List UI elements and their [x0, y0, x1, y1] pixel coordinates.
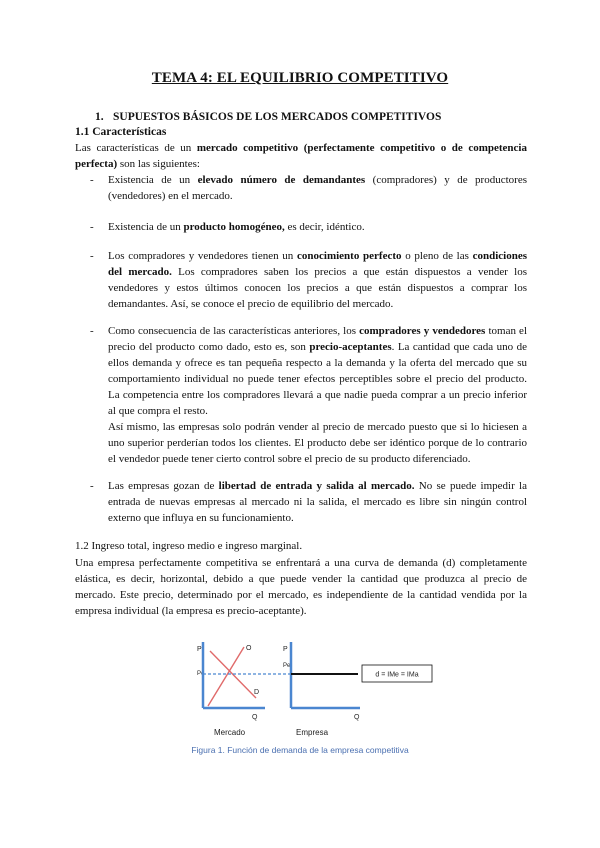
subsection-heading-1-2: 1.2 Ingreso total, ingreso medio e ingreso marginal.	[75, 540, 303, 552]
section-heading-1	[95, 111, 441, 123]
firm-demand-label: d = IMe = IMa	[375, 671, 419, 679]
bullet-text: Los compradores y vendedores tienen un conocimiento perfecto o pleno de las condiciones del mercado. Los compradores saben los precios a que están dispuestos a vender los vendedores y estos últimos conocen los precios a que están dispuestos a comprar los demandantes. Así, se conoce el precio de equilibrio del mercado.	[108, 250, 527, 310]
left-p-label: P	[197, 646, 202, 653]
bullet-text: Las empresas gozan de libertad de entrada y salida al mercado. No se puede impedir la entrada de nuevas empresas al mercado ni la salida, el mercado es libre sin ningún control externo que influya en su funcionamiento.	[108, 480, 527, 524]
intro-text-bold: mercado competitivo (perfectamente competitivo o de competencia perfecta)	[75, 142, 527, 170]
bullet-item-2	[90, 219, 527, 235]
bullet-dash: -	[90, 480, 94, 492]
bullet-item-3	[90, 248, 527, 312]
supply-label: O	[246, 645, 252, 652]
bullet-dash: -	[90, 325, 94, 337]
bullet-item-5	[90, 478, 527, 526]
subsection-heading-1-1: 1.1 Características	[75, 126, 167, 138]
demand-figure	[170, 628, 440, 743]
right-panel-name: Empresa	[296, 728, 329, 737]
supply-curve	[208, 647, 244, 706]
section-title: SUPUESTOS BÁSICOS DE LOS MERCADOS COMPETITIVOS	[113, 111, 442, 123]
demand-paragraph: Una empresa perfectamente competitiva se enfrentará a una curva de demanda (d) completamente elástica, es decir, horizontal, debido a que puede vender la cantidad que produzca al precio de mercado. Este precio, determinado por el mercado, es independiente de la cantidad vendida por la empresa individual (la empresa es precio-aceptante).	[75, 557, 527, 617]
left-panel-name: Mercado	[214, 728, 246, 737]
intro-text-c: son las siguientes:	[117, 158, 200, 170]
page-title: TEMA 4: EL EQUILIBRIO COMPETITIVO	[151, 70, 449, 86]
left-pe-label: Pe	[197, 671, 205, 677]
intro-text-a: Las características de un	[75, 142, 197, 154]
bullet-item-4	[90, 323, 527, 467]
bullet-item-1	[90, 172, 527, 204]
left-q-label: Q	[252, 714, 258, 721]
right-p-label: P	[283, 646, 288, 653]
intro-paragraph	[75, 140, 527, 172]
figure-caption: Figura 1. Función de demanda de la empresa competitiva	[191, 745, 409, 755]
demand-label: D	[254, 689, 260, 696]
right-pe-label: Pe	[283, 663, 291, 669]
bullet-dash: -	[90, 250, 94, 262]
bullet-text: Existencia de un elevado número de demandantes (compradores) y de productores (vendedores) en el mercado.	[108, 174, 527, 202]
right-q-label: Q	[354, 714, 360, 721]
section-number: 1.	[95, 111, 104, 123]
bullet-text: Como consecuencia de las características anteriores, los compradores y vendedores toman el precio del producto como dado, esto es, son precio-aceptantes. La cantidad que cada uno de ellos demanda y ofrece es tan pequeña respecto a la demanda y la oferta del mercado que su comportamiento individual no puede tener efectos perceptibles sobre el precio del producto. La competencia entre los compradores llevará a que nadie pueda comprar a un precio inferior al que compra el resto. Así mismo, las empresas solo podrán vender al precio de mercado puesto que si lo hiciesen a uno superior perderían todos los clientes. El producto debe ser idéntico porque de lo contrario el vendedor puede tener cierto control sobre el precio de su producto diferenciado.	[108, 325, 527, 465]
bullet-dash: -	[90, 221, 94, 233]
bullet-dash: -	[90, 174, 94, 186]
bullet-text: Existencia de un producto homogéneo, es decir, idéntico.	[108, 221, 365, 233]
